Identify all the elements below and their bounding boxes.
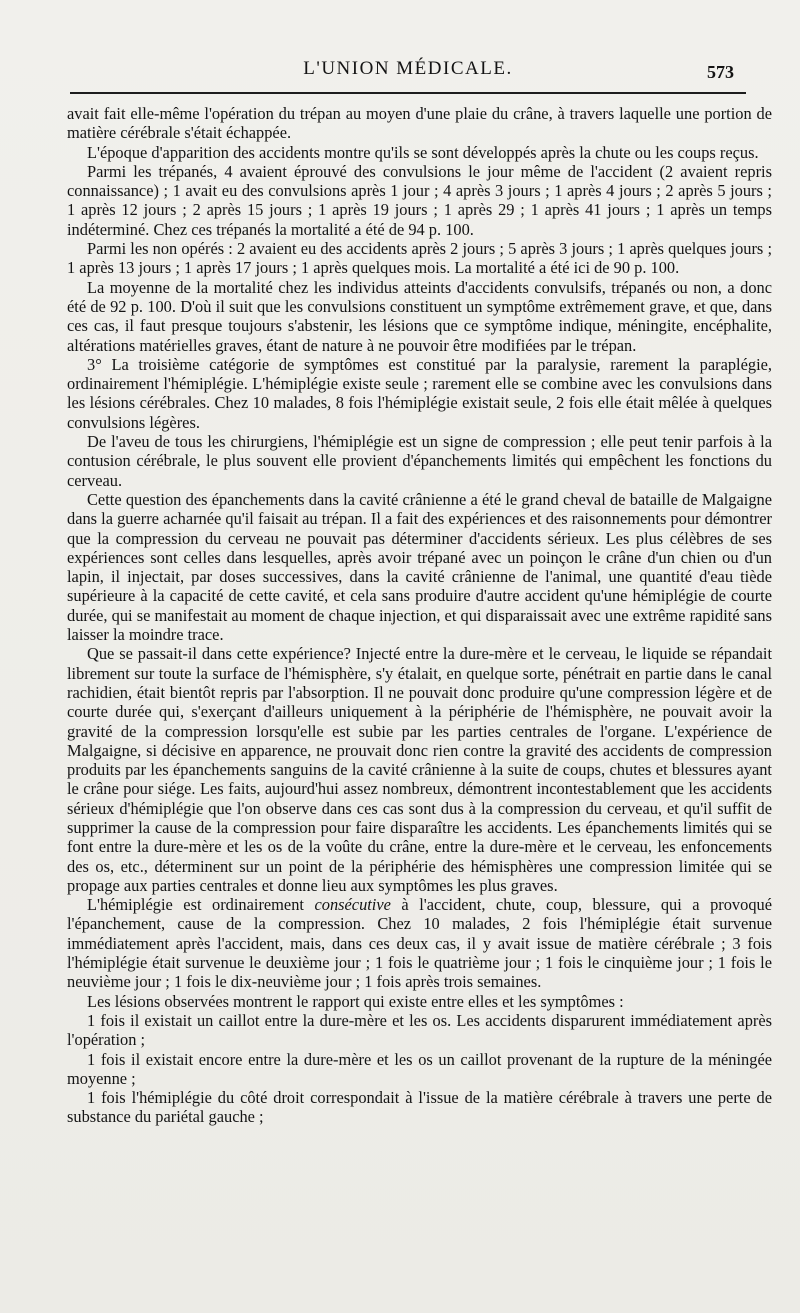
emphasis-text: consécutive (314, 895, 391, 915)
paragraph: La moyenne de la mortalité chez les individus atteints d'accidents convulsifs, trépanés ou non, a donc été de 92 p. 100. D'où il suit que les convulsions constituent un symptôme extrêmement grave, et que, dans ces cas, il faut presque toujours s'abstenir, les lésions que ce symptôme indique, méningite, encéphalite, altérations matérielles graves, étant de nature à ne pouvoir être modifiées par le trépan. (67, 277, 772, 355)
text-run: à l'accident, chute, coup, blessure, qui a provoqué l'épanchement, cause de la compression. Chez 10 malades, 2 fois l'hémiplégie était survenue immédiatement après l'accident, mais, dans ces deux cas, il y avait issue de matière cérébrale ; 3 fois l'hémiplégie était survenue le deuxième jour ; 1 fois le quatrième jour ; 1 fois le cinquième jour ; 1 fois le neuvième jour ; 1 fois le dix-neuvième jour ; 1 fois après trois semaines. (67, 895, 772, 992)
header-rule (70, 92, 746, 94)
paragraph: Cette question des épanchements dans la cavité crânienne a été le grand cheval de bataille de Malgaigne dans la guerre acharnée qu'il faisait au trépan. Il a fait des expériences et des raisonnements pour démontrer que la compression du cerveau ne pouvait pas déterminer d'accidents sérieux. Les plus célèbres de ses expériences sont celles dans lesquelles, après avoir trépané avec un poinçon le crâne d'un chien ou d'un lapin, il injectait, par doses successives, dans la cavité crânienne de l'animal, une quantité d'eau tiède supérieure à la capacité de cette cavité, et cela sans produire d'autre accident qu'une hémiplégie de courte durée, qui se manifestait au moment de chaque injection, et qui disparaissait avec une extrême rapidité sans laisser la moindre trace. (67, 489, 772, 645)
text-run: L'hémiplégie est ordinairement (87, 895, 315, 915)
paragraph: Parmi les non opérés : 2 avaient eu des accidents après 2 jours ; 5 après 3 jours ; 1 après quelques jours ; 1 après 13 jours ; 1 après 17 jours ; 1 après quelques mois. La mortalité a été ici de 90 p. 100. (67, 239, 772, 278)
paragraph: De l'aveu de tous les chirurgiens, l'hémiplégie est un signe de compression ; elle peut tenir parfois à la contusion cérébrale, le plus souvent elle provient d'épanchements limités qui empêchent les fonctions du cerveau. (67, 432, 772, 490)
paragraph: Les lésions observées montrent le rapport qui existe entre elles et les symptômes : (87, 991, 624, 1011)
paragraph: L'époque d'apparition des accidents montre qu'ils se sont développés après la chute ou les coups reçus. (87, 142, 759, 162)
paragraph: 1 fois il existait encore entre la dure-mère et les os un caillot provenant de la rupture de la méningée moyenne ; (67, 1049, 772, 1088)
body-text (67, 104, 772, 1309)
journal-title: L'UNION MÉDICALE. (303, 58, 513, 79)
paragraph: 1 fois l'hémiplégie du côté droit correspondait à l'issue de la matière cérébrale à travers une perte de substance du pariétal gauche ; (67, 1088, 772, 1127)
page-number: 573 (707, 62, 734, 82)
paragraph-continuation: avait fait elle-même l'opération du trépan au moyen d'une plaie du crâne, à travers laquelle une portion de matière cérébrale s'était échappée. (67, 104, 772, 143)
paragraph: Que se passait-il dans cette expérience? Injecté entre la dure-mère et le cerveau, le liquide se répandait librement sur toute la surface de l'hémisphère, s'y étalait, en quelque sorte, pénétrait en partie dans le canal rachidien, était bientôt repris par l'absorption. Il ne pouvait donc produire qu'une compression légère et de courte durée qui, s'exerçant d'ailleurs uniquement à la périphérie de l'hémisphère, ne pouvait avoir la gravité de la compression lorsqu'elle est subie par les parties centrales de l'organe. L'expérience de Malgaigne, si décisive en apparence, ne prouvait donc rien contre la gravité des accidents de compression produits par les épanchements sanguins de la cavité crânienne à la suite de coups, chutes et blessures ayant le crâne pour siége. Les faits, aujourd'hui assez nombreux, démontrent incontestablement que les accidents sérieux d'hémiplégie que l'on observe dans ces cas sont dus à la compression du cerveau, et qu'il suffit de supprimer la cause de la compression pour faire disparaître les accidents. Les épanchements limités qui se font entre la dure-mère et les os de la voûte du crâne, entre la dure-mère et le cerveau, les enfoncements des os, etc., déterminent sur un point de la périphérie des hémisphères une compression limitée qui se propage aux parties centrales et donne lieu aux symptômes les plus graves. (67, 644, 772, 895)
paragraph-hemiplegie (67, 895, 772, 991)
paragraph: 3° La troisième catégorie de symptômes est constitué par la paralysie, rarement la paraplégie, ordinairement l'hémiplégie. L'hémiplégie existe seule ; rarement elle se combine avec les convulsions dans les lésions cérébrales. Chez 10 malades, 8 fois l'hémiplégie existait seule, 2 fois elle était mêlée à quelques convulsions légères. (67, 354, 772, 432)
paragraph: 1 fois il existait un caillot entre la dure-mère et les os. Les accidents disparurent immédiatement après l'opération ; (67, 1010, 772, 1050)
running-head (68, 58, 748, 88)
paragraph: Parmi les trépanés, 4 avaient éprouvé des convulsions le jour même de l'accident (2 avaient repris connaissance) ; 1 avait eu des convulsions après 1 jour ; 4 après 3 jours ; 1 après 4 jours ; 2 après 5 jours ; 1 après 12 jours ; 2 après 15 jours ; 1 après 19 jours ; 1 après 29 ; 1 après 41 jours ; 1 après un temps indéterminé. Chez ces trépanés la mortalité a été de 94 p. 100. (67, 161, 772, 239)
